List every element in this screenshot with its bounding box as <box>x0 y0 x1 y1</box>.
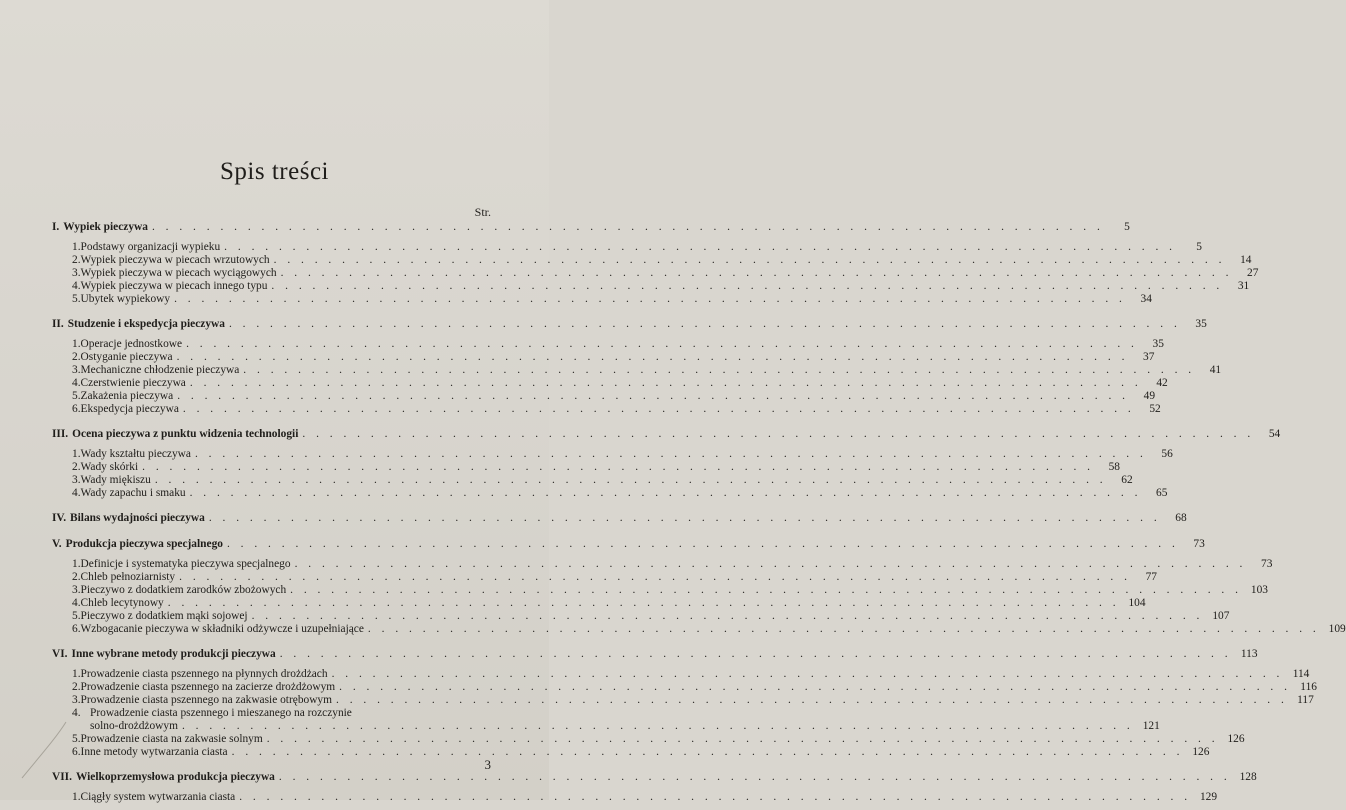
section-number: 2. <box>72 351 81 363</box>
section-title: Pieczywo z dodatkiem zarodków zbożowych <box>80 584 287 596</box>
section-number: 3. <box>72 267 81 279</box>
page-column-label: Str. <box>474 205 491 219</box>
section-row <box>52 733 1245 746</box>
section-page: 77 <box>1145 571 1157 583</box>
chapter-page: 128 <box>1239 771 1257 783</box>
section-page: 56 <box>1161 448 1173 460</box>
dot-leader <box>142 461 1094 474</box>
section-row <box>52 351 1155 364</box>
section-title: Pieczywo z dodatkiem mąki sojowej <box>80 610 248 622</box>
section-row <box>52 390 1156 403</box>
chapter-title: Studzenie i ekspedycja pieczywa <box>67 318 225 330</box>
section-page: 41 <box>1209 364 1222 376</box>
section-number: 6. <box>72 746 81 758</box>
section-page: 109 <box>1328 623 1346 635</box>
chapter-page: 5 <box>1124 221 1130 233</box>
section-number: 4. <box>72 597 81 609</box>
section-row <box>52 448 1173 461</box>
section-row <box>52 280 1250 293</box>
section-number: 1. <box>72 338 81 350</box>
section-page: 52 <box>1149 403 1161 415</box>
chapter-title: Produkcja pieczywa specjalnego <box>65 538 223 550</box>
chapter-row <box>52 510 1187 526</box>
chapter-number: III. <box>52 428 69 440</box>
dot-leader <box>174 293 1126 306</box>
section-row <box>52 571 1157 584</box>
section-number: 3. <box>72 694 81 706</box>
page-title: Spis treści <box>220 158 329 185</box>
section-title: Ekspedycja pieczywa <box>80 403 179 415</box>
dot-leader <box>332 668 1284 681</box>
section-page: 5 <box>1196 241 1202 253</box>
dot-leader <box>243 364 1195 377</box>
chapter-title: Bilans wydajności pieczywa <box>70 512 205 524</box>
chapter-page: 73 <box>1193 538 1205 550</box>
chapter-title: Wielkoprzemysłowa produkcja pieczywa <box>75 771 275 783</box>
section-page: 129 <box>1199 791 1218 803</box>
section-row <box>52 681 1317 694</box>
dot-leader <box>232 746 1184 759</box>
section-title: Operacje jednostkowe <box>80 338 183 350</box>
section-page: 116 <box>1300 681 1317 693</box>
section-page: 62 <box>1121 474 1133 486</box>
pencil-mark <box>18 720 68 780</box>
chapter-number: VII. <box>52 771 72 783</box>
section-row <box>52 293 1152 306</box>
section-title: Prowadzenie ciasta pszennego na płynnych drożdżach <box>80 668 328 680</box>
section-number: 5. <box>72 610 81 622</box>
section-row <box>52 338 1164 351</box>
section-title: Podstawy organizacji wypieku <box>80 241 221 253</box>
section-row <box>52 584 1268 597</box>
section-number: 2. <box>72 571 81 583</box>
dot-leader <box>239 791 1191 804</box>
spacer <box>52 416 491 422</box>
spacer <box>52 636 491 642</box>
section-row <box>52 707 491 720</box>
section-title: Wady skórki <box>80 461 139 473</box>
dot-leader <box>274 254 1226 267</box>
section-page: 73 <box>1261 558 1273 570</box>
section-number: 4. <box>72 377 81 389</box>
section-title: Wypiek pieczywa w piecach wrzutowych <box>80 254 270 266</box>
section-title: Wady miękiszu <box>80 474 151 486</box>
section-row <box>52 597 1146 610</box>
section-row <box>52 241 1202 254</box>
dot-leader <box>227 536 1179 552</box>
section-title: Definicje i systematyka pieczywa specjalnego <box>80 558 291 570</box>
dot-leader <box>179 571 1131 584</box>
section-row <box>52 254 1252 267</box>
section-number: 5. <box>72 390 81 402</box>
chapter-number: V. <box>52 538 62 550</box>
section-title: Ubytek wypiekowy <box>80 293 171 305</box>
dot-leader <box>190 487 1142 500</box>
chapter-number: II. <box>52 318 64 330</box>
dot-leader <box>177 351 1129 364</box>
dot-leader <box>186 338 1138 351</box>
section-title: Prowadzenie ciasta pszennego na zakwasie otrębowym <box>80 694 332 706</box>
dot-leader <box>155 474 1107 487</box>
dot-leader <box>229 316 1181 332</box>
section-row <box>52 364 1222 377</box>
chapter-row <box>52 219 1130 235</box>
dot-leader <box>302 426 1254 442</box>
dot-leader <box>279 769 1231 785</box>
section-page: 49 <box>1143 390 1156 402</box>
section-number: 4. <box>72 487 81 499</box>
section-row <box>52 558 1273 571</box>
chapter-row <box>52 316 1207 332</box>
section-title: Czerstwienie pieczywa <box>80 377 186 389</box>
chapter-row <box>52 769 1257 785</box>
section-title: Wypiek pieczywa w piecach wyciągowych <box>80 267 277 279</box>
section-number: 3. <box>72 584 81 596</box>
section-page: 121 <box>1142 720 1160 732</box>
chapter-row <box>52 536 1205 552</box>
section-page: 58 <box>1108 461 1120 473</box>
spacer <box>52 804 491 810</box>
chapter-row <box>52 646 1258 662</box>
section-row <box>52 791 1218 804</box>
section-row <box>52 487 1168 500</box>
chapter-title: Inne wybrane metody produkcji pieczywa <box>71 648 276 660</box>
dot-leader <box>271 280 1223 293</box>
chapter-number: I. <box>52 221 60 233</box>
dot-leader <box>190 377 1142 390</box>
section-title: Prowadzenie ciasta pszennego i mieszanego na rozczynie <box>90 707 352 719</box>
spacer <box>52 306 491 312</box>
section-row <box>52 623 1346 636</box>
section-page: 65 <box>1156 487 1168 499</box>
dot-leader <box>252 610 1204 623</box>
chapter-title: Wypiek pieczywa <box>63 221 148 233</box>
dot-leader <box>295 558 1247 571</box>
dot-leader <box>336 694 1288 707</box>
section-page: 37 <box>1143 351 1155 363</box>
section-row-continued <box>52 720 1160 733</box>
section-title: Inne metody wytwarzania ciasta <box>80 746 228 758</box>
section-page: 117 <box>1297 694 1314 706</box>
dot-leader <box>281 267 1233 280</box>
section-row <box>52 694 1314 707</box>
section-title: Chleb lecytynowy <box>80 597 164 609</box>
chapter-number: VI. <box>52 648 68 660</box>
section-number: 1. <box>72 668 81 680</box>
chapter-page: 113 <box>1240 648 1258 660</box>
section-row <box>52 403 1161 416</box>
section-number: 1. <box>72 448 81 460</box>
dot-leader <box>152 219 1104 235</box>
section-title: Chleb pełnoziarnisty <box>80 571 176 583</box>
section-number: 3. <box>72 474 81 486</box>
section-title: Prowadzenie ciasta na zakwasie solnym <box>80 733 263 745</box>
dot-leader <box>339 681 1291 694</box>
section-title: Ostyganie pieczywa <box>80 351 173 363</box>
chapter-page: 35 <box>1195 318 1207 330</box>
section-page: 14 <box>1240 254 1252 266</box>
section-number: 1. <box>72 791 81 803</box>
section-page: 35 <box>1152 338 1164 350</box>
section-number: 2. <box>72 254 81 266</box>
dot-leader <box>183 403 1135 416</box>
section-number: 6. <box>72 403 81 415</box>
section-number: 1. <box>72 558 81 570</box>
chapter-page: 54 <box>1268 428 1281 440</box>
section-row <box>52 668 1310 681</box>
section-page: 104 <box>1128 597 1146 609</box>
section-row <box>52 461 1120 474</box>
section-page: 107 <box>1212 610 1230 622</box>
page-number: 3 <box>484 757 491 772</box>
section-title: Ciągły system wytwarzania ciasta <box>80 791 236 803</box>
section-page: 42 <box>1156 377 1168 389</box>
chapter-number: IV. <box>52 512 67 524</box>
dot-leader <box>368 623 1320 636</box>
section-row <box>52 377 1168 390</box>
section-page: 126 <box>1227 733 1245 745</box>
section-number: 4. <box>72 707 81 719</box>
dot-leader <box>267 733 1219 746</box>
dot-leader <box>182 720 1134 733</box>
dot-leader <box>209 510 1161 526</box>
section-title: Zakażenia pieczywa <box>80 390 174 402</box>
spacer <box>52 526 491 532</box>
section-number: 2. <box>72 461 81 473</box>
table-of-contents <box>52 219 1346 810</box>
section-row <box>52 267 1259 280</box>
section-title: Wypiek pieczywa w piecach innego typu <box>80 280 268 292</box>
spacer <box>52 759 491 765</box>
section-title: Mechaniczne chłodzenie pieczywa <box>80 364 240 376</box>
section-page: 114 <box>1292 668 1310 680</box>
dot-leader <box>224 241 1176 254</box>
dot-leader <box>195 448 1147 461</box>
dot-leader <box>290 584 1242 597</box>
section-number: 1. <box>72 241 81 253</box>
chapter-row <box>52 426 1281 442</box>
section-page: 34 <box>1140 293 1152 305</box>
section-number: 4. <box>72 280 81 292</box>
chapter-page: 68 <box>1175 512 1187 524</box>
section-row <box>52 474 1133 487</box>
section-number: 6. <box>72 623 81 635</box>
chapter-title: Ocena pieczywa z punktu widzenia technologii <box>72 428 299 440</box>
section-number: 5. <box>72 733 81 745</box>
section-number: 3. <box>72 364 81 376</box>
section-page: 103 <box>1250 584 1268 596</box>
dot-leader <box>168 597 1120 610</box>
section-number: 2. <box>72 681 81 693</box>
section-page: 27 <box>1247 267 1259 279</box>
section-title: Wady zapachu i smaku <box>80 487 186 499</box>
section-page: 31 <box>1237 280 1250 292</box>
section-title-continued: solno-drożdżowym <box>90 720 178 732</box>
dot-leader <box>280 646 1232 662</box>
section-title: Wzbogacanie pieczywa w składniki odżywcze i uzupełniające <box>80 623 364 635</box>
section-row <box>52 746 1210 759</box>
section-page: 126 <box>1192 746 1210 758</box>
section-number: 5. <box>72 293 81 305</box>
dot-leader <box>177 390 1129 403</box>
section-row <box>52 610 1230 623</box>
spacer <box>52 500 491 506</box>
section-title: Prowadzenie ciasta pszennego na zacierze drożdżowym <box>80 681 336 693</box>
section-title: Wady kształtu pieczywa <box>80 448 191 460</box>
